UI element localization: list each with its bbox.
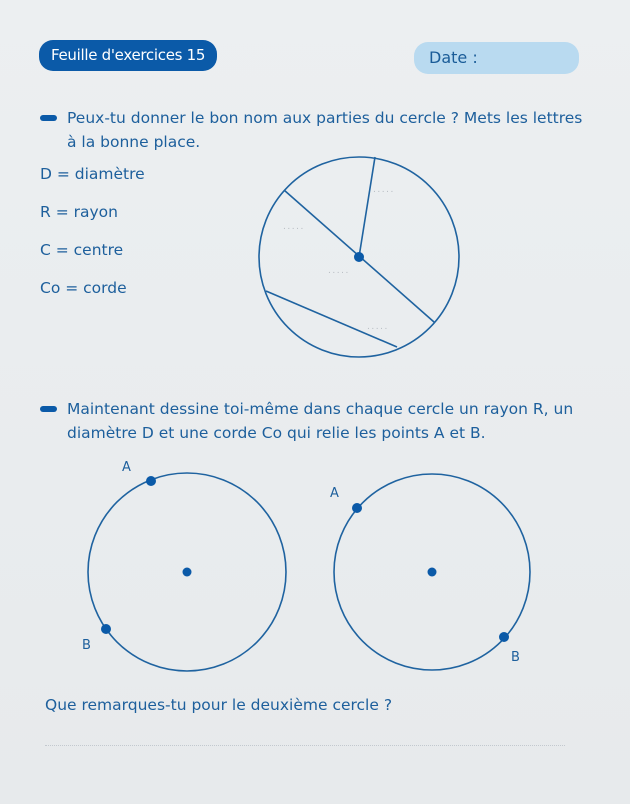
practice-circle-1[interactable] bbox=[82, 460, 286, 671]
legend-diametre: D = diamètre bbox=[40, 165, 145, 183]
blank-centre: ..... bbox=[328, 266, 350, 276]
question-text: Que remarques-tu pour le deuxième cercle ? bbox=[45, 696, 393, 714]
exercise1-instruction: Peux-tu donner le bon nom aux parties du cercle ? Mets les lettres à la bonne place. bbox=[40, 106, 582, 154]
point-a-label: A bbox=[122, 460, 131, 475]
exercise2-instruction: Maintenant dessine toi-même dans chaque cercle un rayon R, un diamètre D et une corde Co qui relie les points A et B. bbox=[40, 397, 573, 445]
point-a-dot-icon bbox=[146, 476, 156, 486]
point-b-label: B bbox=[82, 638, 91, 653]
center-dot-icon bbox=[354, 252, 364, 262]
blank-diameter: ..... bbox=[283, 222, 305, 232]
point-b-dot-icon bbox=[499, 632, 509, 642]
legend-centre: C = centre bbox=[40, 241, 124, 259]
center-dot-icon bbox=[428, 568, 437, 577]
answer-line[interactable] bbox=[45, 745, 565, 746]
worksheet-title-badge: Feuille d'exercices 15 bbox=[39, 40, 217, 71]
chord-line bbox=[266, 291, 397, 347]
date-label: Date : bbox=[429, 48, 478, 67]
practice-circle-2[interactable] bbox=[330, 474, 530, 670]
radius-line bbox=[359, 157, 375, 257]
legend-corde: Co = corde bbox=[40, 279, 127, 297]
point-a-label: A bbox=[330, 486, 339, 501]
legend-rayon: R = rayon bbox=[40, 203, 118, 221]
blank-radius: ..... bbox=[373, 185, 395, 195]
point-a-dot-icon bbox=[352, 503, 362, 513]
point-b-dot-icon bbox=[101, 624, 111, 634]
blank-chord: ..... bbox=[367, 322, 389, 332]
point-b-label: B bbox=[511, 650, 520, 665]
center-dot-icon bbox=[183, 568, 192, 577]
